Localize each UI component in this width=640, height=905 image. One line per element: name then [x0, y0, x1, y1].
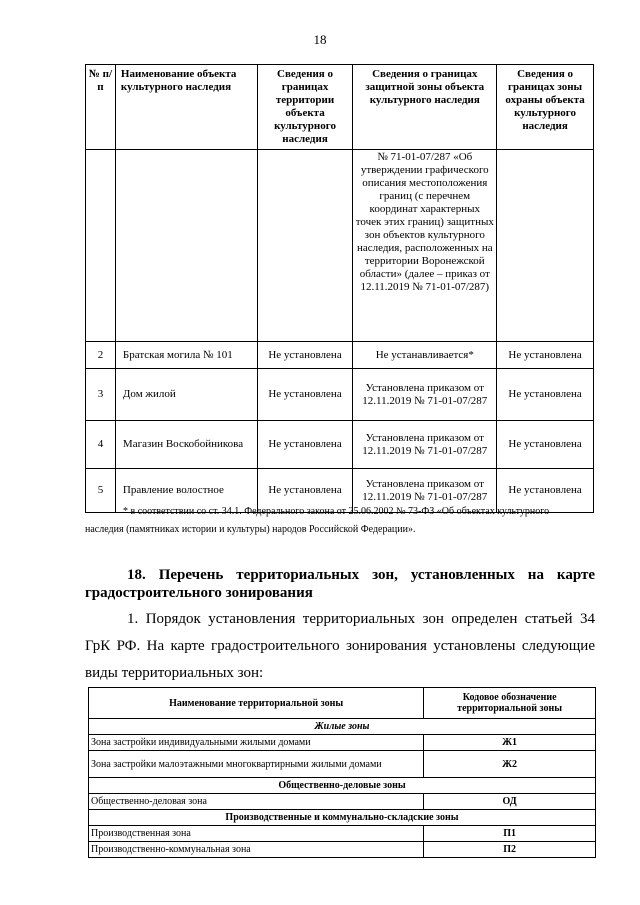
cell-protective-zone: № 71-01-07/287 «Об утверждении графического описания местоположения границ (с перечнем координат характерных точек этих границ) защитных зон объектов культурного наследия, расположенных на территории Воронежской области» (далее – приказ от 12.11.2019 № 71-01-07/287): [353, 150, 497, 342]
paragraph-line-2: ГрК РФ. На карте градостроительного зонирования установлены следующие: [85, 638, 595, 654]
cell-zone-code: Ж1: [424, 735, 596, 751]
footnote-line-1: * в соответствии со ст. 34.1. Федерального закона от 25.06.2002 № 73-ФЗ «Об объектах культурного: [123, 506, 550, 517]
section-heading-line-1: 18. Перечень территориальных зон, установленных на карте: [127, 567, 595, 583]
cell-protection-zones: Не установлена: [497, 369, 594, 421]
table-header-row: [86, 65, 594, 150]
cell-protection-zones: Не установлена: [497, 469, 594, 513]
cell-protective-zone: Установлена приказом от 12.11.2019 № 71-01-07/287: [353, 421, 497, 469]
cell-zone-name: Производственно-коммунальная зона: [89, 842, 424, 858]
header-object-name: Наименование объекта культурного наследия: [115, 65, 257, 150]
cell-zone-code: П2: [424, 842, 596, 858]
table-row: [89, 735, 596, 751]
cell-num: 5: [86, 469, 116, 513]
cell-territory: Не установлена: [257, 369, 353, 421]
cell-object-name: Дом жилой: [115, 369, 257, 421]
cell-territory: Не установлена: [257, 342, 353, 369]
header-protective-zone: Сведения о границах защитной зоны объекта культурного наследия: [353, 65, 497, 150]
group-row: [89, 810, 596, 826]
footnote-line-2: наследия (памятниках истории и культуры) народов Российской Федерации».: [85, 524, 416, 535]
table-row: [89, 794, 596, 810]
cell-protective-zone: Не устанавливается*: [353, 342, 497, 369]
cell-object-name: Магазин Воскобойникова: [115, 421, 257, 469]
header-zone-code: Кодовое обозначение территориальной зоны: [424, 688, 596, 719]
cell-zone-name: Зона застройки индивидуальными жилыми домами: [89, 735, 424, 751]
cell-protection-zones: Не установлена: [497, 342, 594, 369]
header-protection-zones: Сведения о границах зоны охраны объекта культурного наследия: [497, 65, 594, 150]
cell-num: 4: [86, 421, 116, 469]
table-row: [86, 150, 594, 342]
table-row: [89, 842, 596, 858]
paragraph-line-1: 1. Порядок установления территориальных зон определен статьей 34: [127, 611, 595, 627]
cell-zone-code: ОД: [424, 794, 596, 810]
cell-zone-name: Производственная зона: [89, 826, 424, 842]
table-header-row: [89, 688, 596, 719]
group-row: [89, 778, 596, 794]
page-number: 18: [313, 32, 327, 47]
header-territory: Сведения о границах территории объекта культурного наследия: [257, 65, 353, 150]
cell-zone-code: Ж2: [424, 751, 596, 778]
cell-protection-zones: Не установлена: [497, 421, 594, 469]
group-title-business: Общественно-деловые зоны: [89, 778, 596, 794]
cell-num: 3: [86, 369, 116, 421]
table-row: [86, 369, 594, 421]
cell-territory: Не установлена: [257, 469, 353, 513]
table-row: [89, 751, 596, 778]
table-row: [86, 421, 594, 469]
cell-zone-name: Зона застройки малоэтажными многоквартирными жилыми домами: [89, 751, 424, 778]
cell-protective-zone: Установлена приказом от 12.11.2019 № 71-01-07/287: [353, 369, 497, 421]
cell-num: 2: [86, 342, 116, 369]
cell-object-name: Братская могила № 101: [115, 342, 257, 369]
cell-territory: Не установлена: [257, 421, 353, 469]
section-heading: [85, 566, 595, 602]
cell-protective-zone: Установлена приказом от 12.11.2019 № 71-01-07/287: [353, 469, 497, 513]
heritage-objects-table: [85, 64, 594, 513]
table-row: [89, 826, 596, 842]
cell-zone-name: Общественно-деловая зона: [89, 794, 424, 810]
section-heading-line-2: градостроительного зонирования: [85, 585, 313, 601]
group-title-residential: Жилые зоны: [89, 719, 596, 735]
table-row: [86, 342, 594, 369]
cell-object-name: Правление волостное: [115, 469, 257, 513]
header-zone-name: Наименование территориальной зоны: [89, 688, 424, 719]
cell-zone-code: П1: [424, 826, 596, 842]
section-paragraph: [85, 606, 595, 687]
group-title-industrial: Производственные и коммунально-складские зоны: [89, 810, 596, 826]
header-num: № п/п: [86, 65, 116, 150]
group-row: [89, 719, 596, 735]
paragraph-line-3: виды территориальных зон:: [85, 665, 264, 681]
territorial-zones-table: [88, 687, 596, 858]
